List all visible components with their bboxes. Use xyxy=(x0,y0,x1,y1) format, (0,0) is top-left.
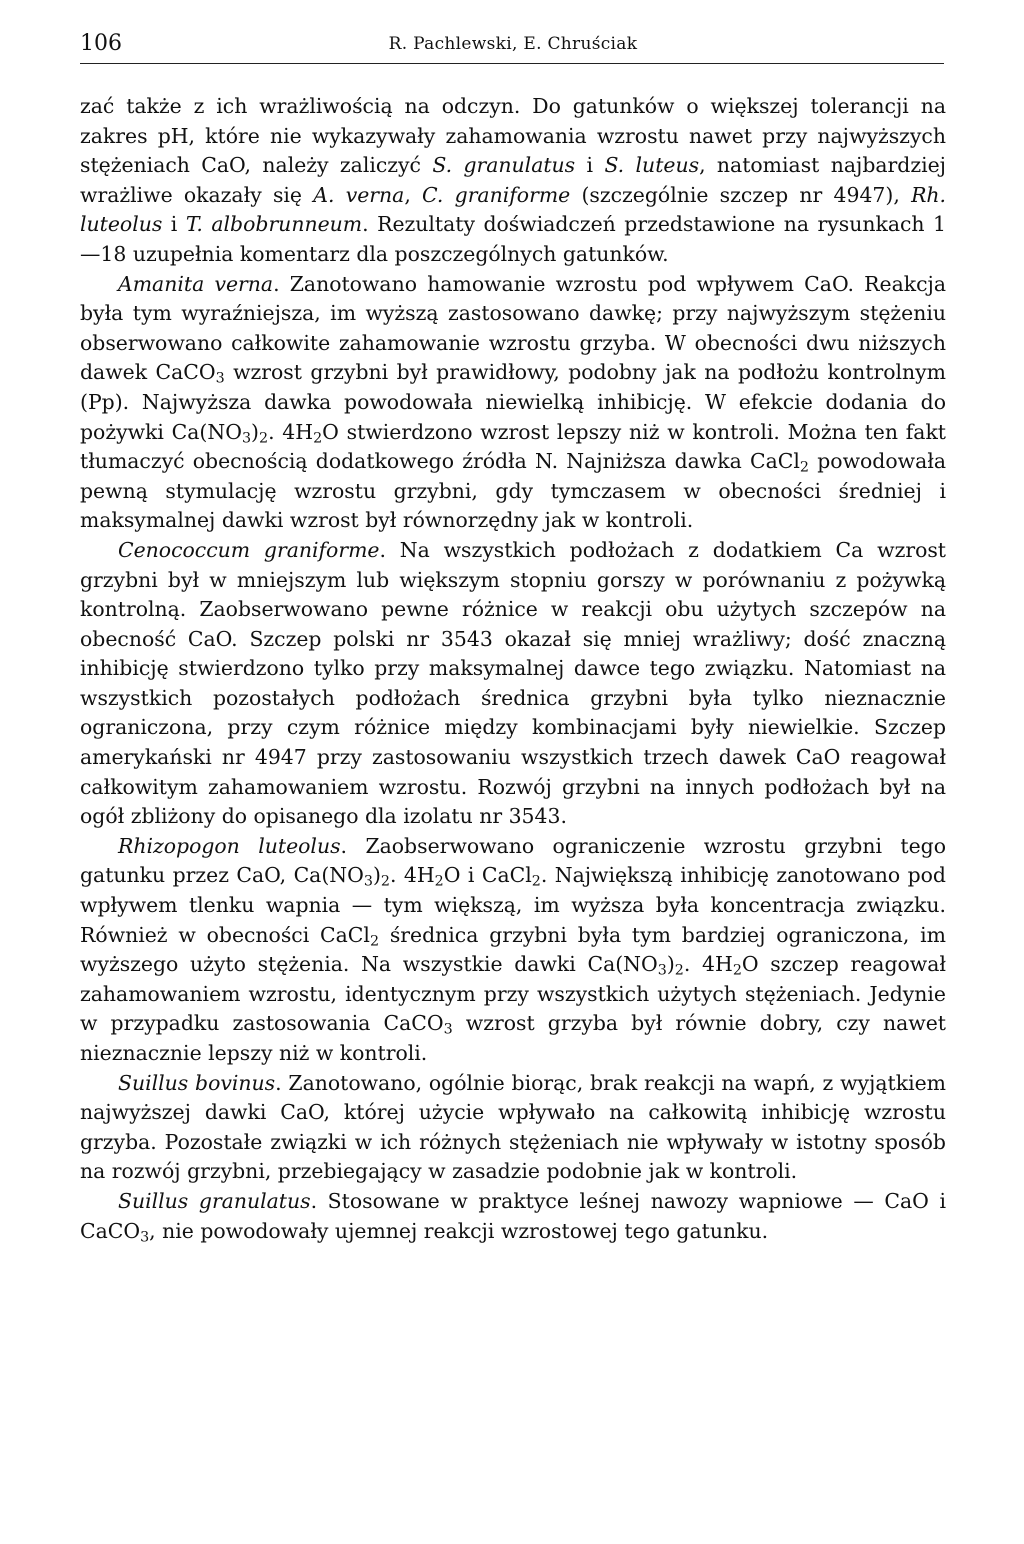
species-name: S. luteus xyxy=(604,153,700,178)
species-heading: Rhizopogon luteolus xyxy=(118,833,341,858)
paragraph-suillus-granulatus: Suillus granulatus. Stosowane w praktyce leśnej nawozy wapniowe — CaO i CaCO$_3$, nie powodowały ujemnej reakcji wzrostowej tego gatunku. xyxy=(80,1188,946,1246)
species-heading: Amanita verna xyxy=(118,271,274,296)
paragraph-amanita-verna: Amanita verna. Zanotowano hamowanie wzrostu pod wpływem CaO. Reakcja była tym wyraźniejsza, im wyższą zastosowano dawkę; przy najwyższym stężeniu obserwowano całkowite zahamowanie wzrostu grzyba. W obecności dwu niższych dawek CaCO$_3$ wzrost grzybni był prawidłowy, podobny jak na podłożu kontrolnym (Pp). Najwyższa dawka powodowała niewielką inhibicję. W efekcie dodania do pożywki $Ca(NO_3)_2$. $4H_2O$ stwierdzono wzrost lepszy niż w kontroli. Można ten fakt tłumaczyć obecnością dodatkowego źródła N. Najniższa dawka CaCl$_2$ powodowała pewną stymulację wzrostu grzybni, gdy tymczasem w obecności średniej i maksymalnej dawki wzrost był równorzędny jak w kontroli. xyxy=(80,271,947,533)
species-name: C. graniforme xyxy=(422,182,571,207)
paragraph-rhizopogon: Rhizopogon luteolus. Zaobserwowano ograniczenie wzrostu grzybni tego gatunku przez CaO, $Ca(NO_3)_2$. $4H_2O$ i CaCl$_2$. Największą inhibicję zanotowano pod wpływem tlenku wapnia — tym większą, im wyższa była koncentracja związku. Również w obecności CaCl$_2$ średnica grzybni była tym bardziej ograniczona, im wyższego użyto stężenia. Na wszystkie dawki $Ca(NO_3)_2$. $4H_2O$ szczep reagował zahamowaniem wzrostu, identycznym przy wszystkich użytych stężeniach. Jedynie w przypadku zastosowania CaCO$_3$ wzrost grzyba był równie dobry, czy nawet nieznacznie lepszy niż w kontroli. xyxy=(80,833,946,1065)
species-name: T. albobrunneum xyxy=(185,212,363,237)
running-head: R. Pachlewski, E. Chruściak xyxy=(388,34,638,54)
species-name: Rh. luteolus xyxy=(80,182,947,237)
species-name: A. verna xyxy=(313,182,405,207)
species-name: S. granulatus xyxy=(432,153,576,178)
species-heading: Suillus granulatus xyxy=(118,1188,311,1213)
body-text xyxy=(80,92,946,1246)
header-rule xyxy=(80,63,944,64)
page-number: 106 xyxy=(80,31,122,56)
species-heading: Cenococcum graniforme xyxy=(118,537,380,562)
species-heading: Suillus bovinus xyxy=(118,1070,276,1095)
paragraph-intro: zać także z ich wrażliwością na odczyn. Do gatunków o większej tolerancji na zakres pH, które nie wykazywały zahamowania wzrostu nawet przy najwyższych stężeniach CaO, należy zaliczyć S. granulatus i S. luteus, natomiast najbardziej wrażliwe okazały się A. verna, C. graniforme (szczególnie szczep nr 4947), Rh. luteolus i T. albobrunneum. Rezultaty doświadczeń przedstawione na rysunkach 1—18 uzupełnia komentarz dla poszczególnych gatunków. xyxy=(80,94,947,266)
paragraph-suillus-bovinus: Suillus bovinus. Zanotowano, ogólnie biorąc, brak reakcji na wapń, z wyjątkiem najwyższej dawki CaO, której użycie wpływało na całkowitą inhibicję wzrostu grzyba. Pozostałe związki w ich różnych stężeniach nie wpływały w istotny sposób na rozwój grzybni, przebiegający w zasadzie podobnie jak w kontroli. xyxy=(80,1070,947,1184)
paragraph-cenococcum: Cenococcum graniforme. Na wszystkich podłożach z dodatkiem Ca wzrost grzybni był w mniejszym lub większym stopniu gorszy w porównaniu z pożywką kontrolną. Zaobserwowano pewne różnice w reakcji obu użytych szczepów na obecność CaO. Szczep polski nr 3543 okazał się mniej wrażliwy; dość znaczną inhibicję stwierdzono tylko przy maksymalnej dawce tego związku. Natomiast na wszystkich pozostałych podłożach średnica grzybni była tylko nieznacznie ograniczona, przy czym różnice między kombinacjami były niewielkie. Szczep amerykański nr 4947 przy zastosowaniu wszystkich trzech dawek CaO reagował całkowitym zahamowaniem wzrostu. Rozwój grzybni na innych podłożach był na ogół zbliżony do opisanego dla izolatu nr 3543. xyxy=(80,537,946,829)
page-header xyxy=(80,30,946,62)
